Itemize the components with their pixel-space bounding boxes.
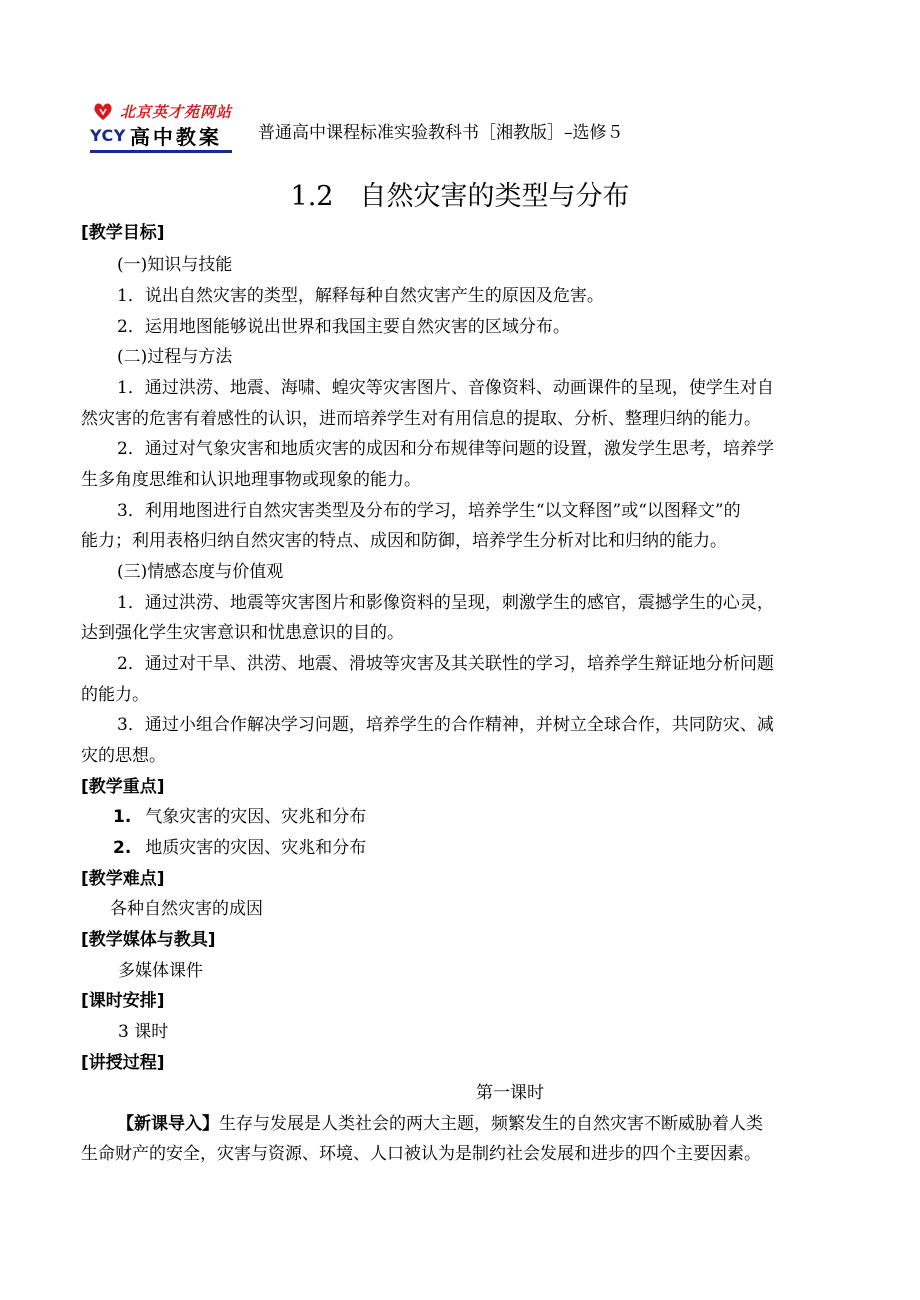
section-number: 1.2 <box>290 181 334 212</box>
key-point-text: 地质灾害的灾因、灾兆和分布 <box>145 838 367 858</box>
key-point-text: 气象灾害的灾因、灾兆和分布 <box>145 807 367 827</box>
goals-s3-item-3: 3．通过小组合作解决学习问题，培养学生的合作精神，并树立全球合作，共同防灾、减 <box>117 715 774 735</box>
goals-s2-item-3-cont: 能力；利用表格归纳自然灾害的特点、成因和防御，培养学生分析对比和归纳的能力。 <box>81 531 727 551</box>
schedule-text: 3 课时 <box>118 1022 169 1042</box>
schedule-heading: [课时安排] <box>81 991 165 1011</box>
intro-paragraph-cont: 生命财产的安全，灾害与资源、环境、人口被认为是制约社会发展和进步的四个主要因素。 <box>81 1144 761 1164</box>
key-point-item <box>113 837 366 859</box>
process-heading: [讲授过程] <box>81 1053 165 1073</box>
page-title <box>0 174 920 213</box>
goals-section-2-title: (二)过程与方法 <box>117 347 233 367</box>
goals-heading: [教学目标] <box>81 223 165 243</box>
goals-s3-item-1-cont: 达到强化学生灾害意识和忧患意识的目的。 <box>81 623 404 643</box>
goals-section-3-title: (三)情感态度与价值观 <box>117 562 284 582</box>
media-heading: [教学媒体与教具] <box>81 930 216 950</box>
difficulty-heading: [教学难点] <box>81 869 165 889</box>
goals-s3-item-3-cont: 灾的思想。 <box>81 746 166 766</box>
section-title: 自然灾害的类型与分布 <box>359 181 630 212</box>
media-text: 多媒体课件 <box>118 961 203 981</box>
difficulty-text: 各种自然灾害的成因 <box>110 899 263 919</box>
goals-s1-item-1: 1．说出自然灾害的类型，解释每种自然灾害产生的原因及危害。 <box>117 286 604 306</box>
goals-s2-item-2-cont: 生多角度思维和认识地理事物或现象的能力。 <box>81 470 421 490</box>
lesson-title: 第一课时 <box>476 1083 544 1103</box>
goals-s3-item-1: 1．通过洪涝、地震等灾害图片和影像资料的呈现，刺激学生的感官，震撼学生的心灵， <box>117 593 774 613</box>
goals-s3-item-2-cont: 的能力。 <box>81 685 149 705</box>
goals-s2-item-1: 1．通过洪涝、地震、海啸、蝗灾等灾害图片、音像资料、动画课件的呈现，使学生对自 <box>117 378 774 398</box>
key-point-item <box>113 806 366 828</box>
logo-underline <box>90 150 232 153</box>
key-points-heading: [教学重点] <box>81 777 165 797</box>
logo-site-name: 北京英才苑网站 <box>120 102 233 121</box>
goals-s2-item-1-cont: 然灾害的危害有着感性的认识，进而培养学生对有用信息的提取、分析、整理归纳的能力。 <box>81 409 761 429</box>
goals-s2-item-2: 2．通过对气象灾害和地质灾害的成因和分布规律等问题的设置，激发学生思考，培养学 <box>117 439 774 459</box>
key-point-number: 2. <box>113 838 132 858</box>
goals-s1-item-2: 2．运用地图能够说出世界和我国主要自然灾害的区域分布。 <box>117 317 570 337</box>
key-point-number: 1. <box>113 807 132 827</box>
course-title: 普通高中课程标准实验教科书［湘教版］–选修５ <box>258 123 624 143</box>
goals-s3-item-2: 2．通过对干旱、洪涝、地震、滑坡等灾害及其关联性的学习，培养学生辩证地分析问题 <box>117 654 774 674</box>
heart-logo-icon <box>92 100 114 122</box>
intro-text: 生存与发展是人类社会的两大主题，频繁发生的自然灾害不断威胁着人类 <box>219 1114 763 1134</box>
logo-ycy: YCY <box>90 125 126 145</box>
goals-section-1-title: (一)知识与技能 <box>117 255 233 275</box>
intro-label: 【新课导入】 <box>117 1114 219 1134</box>
intro-paragraph <box>117 1113 763 1135</box>
site-logo <box>90 100 232 156</box>
logo-subtitle: 高中教案 <box>129 124 222 149</box>
goals-s2-item-3: 3．利用地图进行自然灾害类型及分布的学习，培养学生“以文释图”或“以图释文”的 <box>117 501 741 521</box>
